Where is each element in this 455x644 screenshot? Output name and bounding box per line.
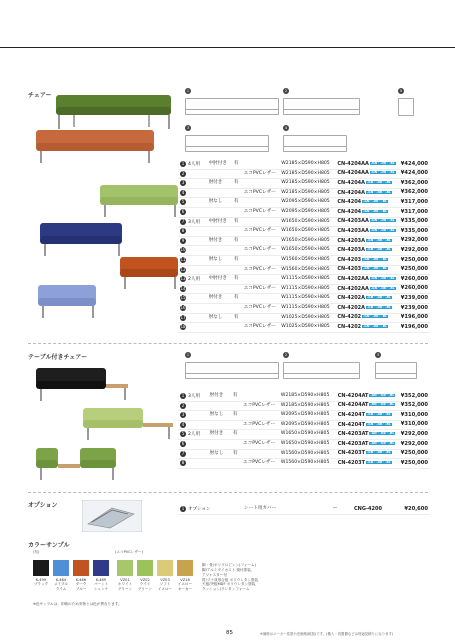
seat-cover-illustration <box>82 500 142 532</box>
swatch-code: K-466 <box>75 578 87 582</box>
color-variant-badge: -GN・-OR・-BL <box>370 440 395 445</box>
cell-price: ¥292,000 <box>400 237 428 244</box>
cell-price: ¥196,000 <box>400 323 428 330</box>
row-number: 11 <box>180 256 186 262</box>
cell-leg: 有 <box>232 412 238 418</box>
cell-code: CN-4203AT <box>337 440 369 447</box>
cell-size: W2185×D590×H805 <box>280 393 330 398</box>
option-section-title: オプション <box>28 502 58 509</box>
cell-cushion: エコPVCレザー <box>243 208 276 214</box>
cell-size: W2095×D590×H805 <box>281 199 330 205</box>
cell-seats: 3人用 <box>188 219 201 225</box>
color-variant-badge: -GN・-OR・-BL <box>370 170 395 175</box>
row-number: 4 <box>181 421 185 427</box>
color-swatch-label <box>30 578 52 587</box>
cell-seats: 3人用 <box>188 394 201 399</box>
cell-code: CN-4203AT <box>337 431 369 438</box>
cell-price: ¥317,000 <box>400 199 428 206</box>
cell-leg: 有 <box>233 276 239 282</box>
color-variant-badge: -GN・-OR・-BL <box>370 227 395 232</box>
cell-cushion: エコPVCレザー <box>243 304 276 310</box>
option-row-number: 1 <box>181 506 185 511</box>
swatch-name: ソフト イエロー <box>157 582 173 591</box>
table-chair-section-title: テーブル付きチェアー <box>28 354 88 361</box>
cell-arm: 肘なし <box>208 256 223 262</box>
section-divider <box>28 343 428 344</box>
cell-price: ¥250,000 <box>400 266 428 273</box>
swatch-code: K-469 <box>95 578 107 582</box>
cell-code: CN-4204 <box>337 208 362 215</box>
color-sample-title: カラーサンプル <box>28 542 70 549</box>
cell-size: W1650×D590×H805 <box>281 218 330 224</box>
chair-price-table <box>178 160 430 333</box>
cell-size: W1560×D590×H805 <box>281 256 330 262</box>
color-swatch-label <box>50 578 72 591</box>
color-variant-badge: -GN・-OR・-BL <box>370 160 395 165</box>
price-row <box>178 198 430 208</box>
option-price: ¥20,600 <box>394 505 430 514</box>
price-row <box>178 246 430 256</box>
cell-price: ¥317,000 <box>400 208 428 215</box>
color-variant-badge: -GN・-OR・-BL <box>363 208 387 213</box>
row-number: 5 <box>181 431 185 437</box>
cell-cushion: エコPVCレザー <box>243 402 276 408</box>
cell-size: W2185×D590×H805 <box>281 170 330 176</box>
price-row <box>178 207 430 217</box>
cell-size: W2095×D590×H805 <box>280 421 330 427</box>
color-variant-badge: -GN・-OR・-BL <box>363 323 387 328</box>
cell-price: ¥260,000 <box>400 275 428 282</box>
cell-price: ¥239,000 <box>400 304 428 311</box>
cell-size: W2185×D590×H805 <box>280 402 330 408</box>
cell-arm: 肘付き <box>208 180 223 186</box>
color-variant-badge: -GN・-OR・-BL <box>366 421 391 426</box>
chair-navy-3seat <box>40 223 122 256</box>
row-number: 15 <box>180 295 186 301</box>
cell-price: ¥250,000 <box>400 459 428 466</box>
cell-size: W1025×D590×H805 <box>281 324 330 330</box>
color-variant-badge: -GN・-OR・-BL <box>370 392 395 397</box>
cell-size: W1560×D590×H805 <box>280 460 330 466</box>
cell-size: W1115×D590×H805 <box>281 276 330 282</box>
color-variant-badge: -GN・-OR・-BL <box>367 237 391 242</box>
cell-cushion: エコPVCレザー <box>243 228 276 234</box>
color-variant-badge: -GN・-OR・-BL <box>370 275 395 280</box>
price-row <box>178 227 430 237</box>
cell-arm: 肘付き <box>208 295 223 301</box>
price-row <box>178 420 430 430</box>
cell-leg: 有 <box>233 218 239 224</box>
color-variant-badge: -GN・-OR・-BL <box>367 179 391 184</box>
cell-code: CN-4204A <box>337 179 366 186</box>
color-swatch <box>73 560 89 576</box>
cell-code: CN-4202A <box>337 295 366 302</box>
color-swatch <box>137 560 153 576</box>
color-swatch <box>117 560 133 576</box>
cell-leg: 有 <box>233 256 239 262</box>
row-number: 3 <box>181 412 185 418</box>
cell-leg: 有 <box>233 199 239 205</box>
color-swatch-label <box>154 578 176 591</box>
swatch-group-fabric-label: (布) <box>33 550 40 554</box>
color-swatch-label <box>114 578 136 591</box>
cell-size: W2095×D590×H805 <box>281 208 330 214</box>
option-dash: — <box>318 505 352 514</box>
cell-code: CN-4202A <box>337 304 366 311</box>
cell-price: ¥260,000 <box>400 285 428 292</box>
cell-code: CN-4204AT <box>337 402 369 409</box>
color-variant-badge: -GN・-OR・-BL <box>367 304 391 309</box>
price-row <box>178 392 430 401</box>
price-row <box>178 411 430 421</box>
materials-note: 脚・骨/ポリプロピレン(フォーム) 脚/アルミダイカスト 焼付塗装、 アジャスター付 肘/ブナ成形合板 ポリウレタン塗装 天板/突板MDF ポリウレタン塗装 クッション/ウレタンフォーム <box>202 563 259 592</box>
cell-arm: 肘なし <box>208 314 223 320</box>
swatch-name: ライト グリーン <box>137 582 153 591</box>
row-number: 3 <box>181 180 185 186</box>
cell-code: CN-4203 <box>337 256 362 263</box>
price-row <box>178 313 430 323</box>
option-label: オプション <box>188 507 211 512</box>
option-price-table <box>178 505 430 515</box>
cell-cushion: エコPVCレザー <box>243 460 276 466</box>
cell-price: ¥310,000 <box>400 411 428 418</box>
row-number: 6 <box>181 440 185 446</box>
row-number: 18 <box>180 324 186 330</box>
price-row <box>178 160 430 169</box>
cell-size: W1115×D590×H805 <box>281 285 330 291</box>
price-row <box>178 449 430 459</box>
row-number: 12 <box>180 266 186 272</box>
price-row <box>178 179 430 189</box>
color-swatch <box>53 560 69 576</box>
row-number: 1 <box>181 393 185 398</box>
color-swatch-label <box>70 578 92 591</box>
color-variant-badge: -GN・-OR・-BL <box>366 411 391 416</box>
price-row <box>178 459 430 469</box>
cell-code: CN-4204T <box>337 411 365 418</box>
section-divider-2 <box>28 492 428 493</box>
cell-code: CN-4204A <box>337 189 366 196</box>
cell-price: ¥250,000 <box>400 450 428 457</box>
cell-leg: 有 <box>233 180 239 186</box>
price-row <box>178 323 430 333</box>
row-number: 7 <box>181 450 185 456</box>
color-variant-badge: -GN・-OR・-BL <box>370 431 395 436</box>
cell-code: CN-4203AA <box>337 218 369 225</box>
row-number: 8 <box>181 228 185 234</box>
footer-note: ※価格はメーカー希望小売価格(税抜)です。(搬入・設置費などは別途見積りになります) <box>260 632 394 636</box>
cell-price: ¥362,000 <box>400 189 428 196</box>
cell-arm: 中肘付き <box>208 276 227 282</box>
cell-code: CN-4204AA <box>337 160 369 167</box>
swatch-name: バーント シェンナ <box>93 582 109 591</box>
row-number: 7 <box>181 218 185 224</box>
price-row <box>178 265 430 275</box>
table-chair-lightgreen <box>83 408 173 440</box>
price-row <box>178 217 430 227</box>
cell-code: CN-4202 <box>337 323 362 330</box>
cell-size: W1560×D590×H805 <box>281 266 330 272</box>
cell-seats: 2人用 <box>188 432 201 438</box>
cell-code: CN-4202 <box>337 314 362 321</box>
color-variant-badge: -GN・-OR・-BL <box>363 199 387 204</box>
cell-size: W1650×D590×H805 <box>281 228 330 234</box>
row-number: 1 <box>181 161 185 166</box>
color-variant-badge: -GN・-OR・-BL <box>367 189 391 194</box>
color-swatch <box>157 560 173 576</box>
price-row <box>178 294 430 304</box>
color-variant-badge: -GN・-OR・-BL <box>370 285 395 290</box>
chair-orange-2seat <box>120 257 178 289</box>
cell-seats: 4人用 <box>188 162 201 167</box>
cell-leg: 有 <box>233 237 239 243</box>
cell-size: W2185×D590×H805 <box>281 180 330 186</box>
cell-size: W1560×D590×H805 <box>280 450 330 456</box>
chair-green-4seat <box>56 95 171 129</box>
cell-size: W2185×D590×H805 <box>281 189 330 195</box>
swatch-code: K-464 <box>55 578 67 582</box>
cell-code: CN-4202AA <box>337 275 369 282</box>
swatch-name: メイプル ライム <box>53 582 69 591</box>
cell-code: CN-4203T <box>337 450 365 457</box>
cell-cushion: エコPVCレザー <box>243 440 276 446</box>
color-variant-badge: -GN・-OR・-BL <box>370 218 395 223</box>
cell-price: ¥424,000 <box>400 160 428 167</box>
cell-arm: 肘なし <box>209 450 224 456</box>
cell-price: ¥362,000 <box>400 179 428 186</box>
row-number: 9 <box>181 237 185 243</box>
swatch-name: ホワイト グリーン <box>117 582 133 591</box>
chair-section-title: チェアー <box>28 92 52 99</box>
cell-code: CN-4203 <box>337 266 362 273</box>
cell-cushion: エコPVCレザー <box>243 285 276 291</box>
row-number: 4 <box>181 189 185 195</box>
cell-price: ¥335,000 <box>400 218 428 225</box>
cell-price: ¥292,000 <box>400 440 428 447</box>
swatch-name: ブラック <box>33 582 49 587</box>
swatch-group-leather-label: (エコPVCレザー) <box>115 550 143 554</box>
chair-illustrations <box>28 85 178 335</box>
cell-cushion: エコPVCレザー <box>243 421 276 427</box>
swatch-code: VZ01 <box>120 578 130 582</box>
cell-leg: 有 <box>233 314 239 320</box>
chair-lavender-2seat <box>38 285 96 318</box>
cell-price: ¥292,000 <box>400 431 428 438</box>
cell-price: ¥335,000 <box>400 227 428 234</box>
cell-price: ¥352,000 <box>400 402 428 409</box>
color-variant-badge: -GN・-OR・-BL <box>366 459 391 464</box>
chair-lightgreen-3seat <box>100 185 178 217</box>
row-number: 6 <box>181 208 185 214</box>
cell-arm: 肘なし <box>208 199 223 205</box>
cell-size: W1115×D590×H805 <box>281 304 330 310</box>
cell-size: W1115×D590×H805 <box>281 295 330 301</box>
price-row <box>178 303 430 313</box>
cell-code: CN-4204AA <box>337 170 369 177</box>
cell-cushion: エコPVCレザー <box>243 170 276 176</box>
table-chair-price-table <box>178 392 430 469</box>
color-variant-badge: -GN・-OR・-BL <box>366 450 391 455</box>
row-number: 14 <box>180 285 186 291</box>
table-chair-black <box>36 368 128 401</box>
color-swatch-label <box>90 578 112 591</box>
cell-leg: 有 <box>232 393 238 398</box>
cell-size: W2185×D590×H805 <box>281 161 330 166</box>
cell-cushion: エコPVCレザー <box>243 266 276 272</box>
cell-leg: 有 <box>233 161 239 166</box>
row-number: 2 <box>181 170 185 176</box>
cell-code: CN-4203A <box>337 247 366 254</box>
swatch-name: イエロー オーカー <box>177 582 193 591</box>
cell-leg: 有 <box>233 295 239 301</box>
price-row <box>178 236 430 246</box>
cell-code: CN-4203AA <box>337 227 369 234</box>
price-row <box>178 401 430 411</box>
option-code: CNG-4200 <box>352 505 394 514</box>
price-row <box>178 169 430 179</box>
chair-orange-4seat <box>36 130 154 163</box>
cell-cushion: エコPVCレザー <box>243 324 276 330</box>
cell-code: CN-4204T <box>337 421 365 428</box>
color-variant-badge: -GN・-OR・-BL <box>367 247 391 252</box>
cell-cushion: エコPVCレザー <box>243 189 276 195</box>
cell-price: ¥424,000 <box>400 170 428 177</box>
cell-seats: 2人用 <box>188 277 201 283</box>
cell-code: CN-4203A <box>337 237 366 244</box>
color-swatch <box>33 560 49 576</box>
price-row <box>178 255 430 265</box>
cell-code: CN-4203T <box>337 459 365 466</box>
cell-price: ¥239,000 <box>400 295 428 301</box>
table-chair-illustrations <box>28 360 178 495</box>
cell-size: W2095×D590×H805 <box>280 412 330 418</box>
color-swatch <box>177 560 193 576</box>
price-row <box>178 188 430 198</box>
top-rule <box>0 47 455 48</box>
cell-code: CN-4204AT <box>337 392 369 399</box>
swatch-note: ※色サンプルは、印刷のため実物とは色が異なります。 <box>33 602 122 606</box>
color-variant-badge: -GN・-OR・-BL <box>363 314 387 319</box>
cell-price: ¥352,000 <box>400 392 428 399</box>
row-number: 5 <box>181 199 185 205</box>
cell-price: ¥250,000 <box>400 256 428 263</box>
cell-arm: 肘付き <box>208 237 223 243</box>
color-swatch-label <box>134 578 156 591</box>
price-row <box>178 275 430 285</box>
cell-arm: 肘付き <box>209 393 224 398</box>
cell-price: ¥310,000 <box>400 421 428 428</box>
price-row <box>178 284 430 294</box>
page-number: 85 <box>226 630 233 636</box>
cell-arm: 肘なし <box>209 412 224 418</box>
row-number: 10 <box>180 247 186 253</box>
swatch-name: ダーク ブルー <box>75 582 87 591</box>
price-row <box>178 439 430 449</box>
cell-cushion: エコPVCレザー <box>243 247 276 253</box>
cell-leg: 有 <box>232 431 238 437</box>
price-row <box>178 430 430 440</box>
cell-size: W1650×D590×H805 <box>281 247 330 253</box>
color-variant-badge: -GN・-OR・-BL <box>370 402 395 407</box>
cell-arm: 中肘付き <box>208 218 227 224</box>
table-chair-green <box>36 448 116 480</box>
row-number: 13 <box>180 276 186 282</box>
row-number: 16 <box>180 304 186 310</box>
swatch-code: VZ18 <box>180 578 190 582</box>
cell-size: W1650×D590×H805 <box>280 431 330 437</box>
row-number: 8 <box>181 460 185 466</box>
cell-leg: 有 <box>232 450 238 456</box>
color-swatch-label <box>174 578 196 591</box>
swatch-code: VZ03 <box>160 578 170 582</box>
cell-arm: 肘付き <box>209 431 224 437</box>
cell-size: W1650×D590×H805 <box>280 440 330 446</box>
cell-size: W1650×D590×H805 <box>281 237 330 243</box>
row-number: 2 <box>181 402 185 408</box>
color-variant-badge: -GN・-OR・-BL <box>363 266 387 271</box>
cell-price: ¥292,000 <box>400 247 428 254</box>
color-swatch <box>93 560 109 576</box>
cell-size: W1025×D590×H805 <box>281 314 330 320</box>
cell-price: ¥196,000 <box>400 314 428 321</box>
color-variant-badge: -GN・-OR・-BL <box>367 295 391 300</box>
swatch-code: VZ02 <box>140 578 150 582</box>
cell-code: CN-4204 <box>337 199 362 206</box>
swatch-code: K-499 <box>35 578 47 582</box>
color-variant-badge: -GN・-OR・-BL <box>363 256 387 261</box>
cell-code: CN-4202AA <box>337 285 369 292</box>
option-desc: シート用カバー <box>242 505 318 514</box>
row-number: 17 <box>180 314 186 320</box>
cell-arm: 中肘付き <box>208 161 227 166</box>
